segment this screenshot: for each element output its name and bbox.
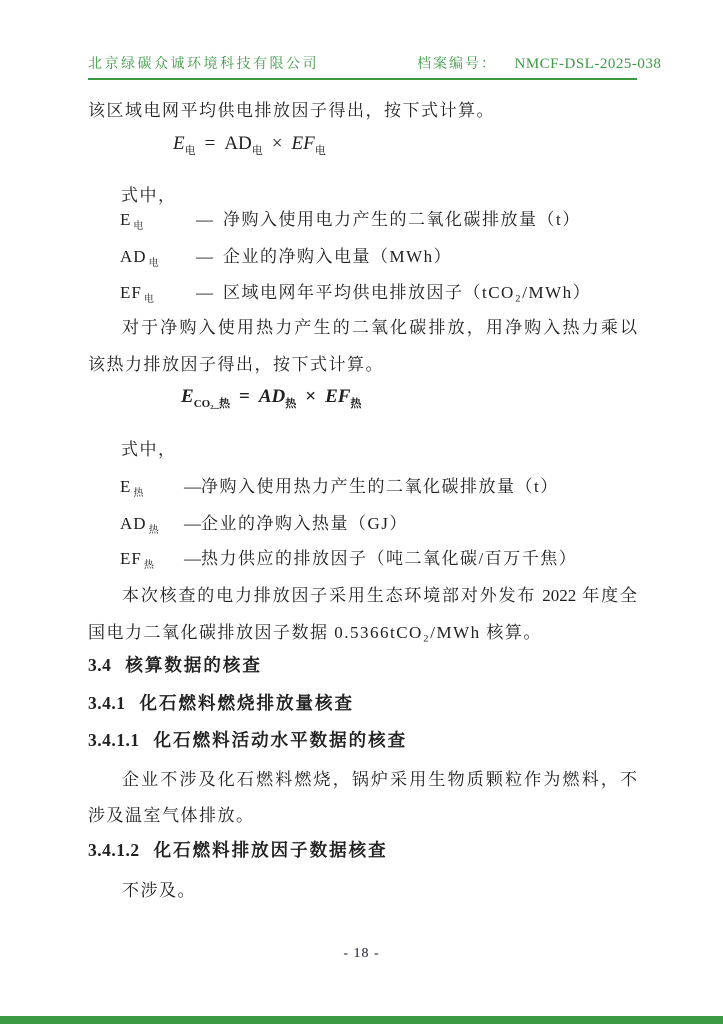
formula-e-subscript: 电 (184, 144, 196, 157)
paragraph-fossil-line1: 企业不涉及化石燃料燃烧，锅炉采用生物质颗粒作为燃料，不 (122, 770, 637, 789)
page-number: - 18 - (343, 946, 380, 961)
definition-dash: — (196, 283, 213, 302)
formula-ef-symbol: EF (291, 133, 315, 154)
definition-row-e-heat (120, 472, 559, 499)
equals-sign: = (239, 386, 250, 407)
formula-e-subscript: CO₂_热 (193, 397, 230, 410)
header-archive (417, 53, 661, 73)
formula-electricity (173, 133, 326, 158)
formula-heat (181, 386, 361, 411)
definition-text: 区域电网年平均供电排放因子（tCO₂/MWh） (223, 283, 592, 302)
definition-dash: — (184, 514, 201, 533)
definition-symbol: AD $_热$ (120, 514, 160, 537)
header-company: 北京绿碳众诚环境科技有限公司 (88, 57, 319, 72)
definition-text: 净购入使用电力产生的二氧化碳排放量（t） (223, 210, 581, 229)
formula-ad-symbol: AD (224, 133, 252, 154)
formula-ef-symbol: EF (325, 386, 351, 407)
times-sign: × (271, 133, 283, 154)
paragraph-grid-intro: 该区域电网平均供电排放因子得出，按下式计算。 (88, 101, 495, 120)
equals-sign: = (204, 133, 216, 154)
definition-symbol: EF $_热$ (120, 549, 155, 572)
definition-row-ef-heat (120, 544, 577, 571)
formula-ad-subscript: 热 (285, 397, 297, 410)
where-label: 式中， (121, 440, 177, 459)
paragraph-factor-line1: 本次核查的电力排放因子采用生态环境部对外发布 2022 年度全 (122, 586, 637, 605)
paragraph-fossil-line2: 涉及温室气体排放。 (88, 806, 255, 825)
formula-ef-subscript: 电 (314, 144, 326, 157)
bottom-accent-bar (0, 1016, 723, 1024)
formula-e-symbol: E (181, 386, 194, 407)
formula-ad-subscript: 电 (251, 144, 263, 157)
definition-row-ef-power (120, 278, 591, 305)
heading-3-4-1-1: 3.4.1.1 化石燃料活动水平数据的核查 (88, 730, 408, 750)
definition-dash: — (196, 210, 213, 229)
paragraph-heat-line1: 对于净购入使用热力产生的二氧化碳排放，用净购入热力乘以 (122, 318, 637, 337)
definition-dash: — (184, 549, 201, 568)
paragraph-not-involved: 不涉及。 (122, 881, 196, 900)
formula-ad-symbol: AD (258, 386, 286, 407)
definition-text: 企业的净购入热量（GJ） (201, 514, 408, 533)
definition-text: 企业的净购入电量（MWh） (223, 247, 453, 266)
header-rule (88, 78, 637, 80)
paragraph-heat-line2: 该热力排放因子得出，按下式计算。 (88, 355, 384, 374)
definition-text: 净购入使用热力产生的二氧化碳排放量（t） (201, 477, 559, 496)
definition-symbol: E $_电$ (120, 210, 145, 233)
definition-dash: — (184, 477, 201, 496)
definition-dash: — (196, 247, 213, 266)
heading-3-4: 3.4 核算数据的核查 (88, 655, 262, 675)
where-label: 式中， (121, 186, 177, 205)
paragraph-factor-line2: 国电力二氧化碳排放因子数据 0.5366tCO₂/MWh 核算。 (88, 623, 542, 642)
archive-number: NMCF-DSL-2025-038 (514, 56, 662, 72)
definition-row-ad-power (120, 242, 452, 269)
archive-label: 档案编号： (417, 57, 497, 72)
definition-symbol: EF $_电$ (120, 283, 155, 306)
definition-symbol: AD $_电$ (120, 247, 160, 270)
times-sign: × (305, 386, 317, 407)
definition-row-ad-heat (120, 509, 408, 536)
definition-text: 热力供应的排放因子（吨二氧化碳/百万千焦） (201, 549, 578, 568)
heading-3-4-1-2: 3.4.1.2 化石燃料排放因子数据核查 (88, 840, 388, 860)
heading-3-4-1: 3.4.1 化石燃料燃烧排放量核查 (88, 693, 354, 713)
definition-row-e-power (120, 205, 581, 232)
formula-e-symbol: E (173, 133, 185, 154)
definition-symbol: E $_热$ (120, 477, 145, 500)
formula-ef-subscript: 热 (350, 397, 362, 410)
